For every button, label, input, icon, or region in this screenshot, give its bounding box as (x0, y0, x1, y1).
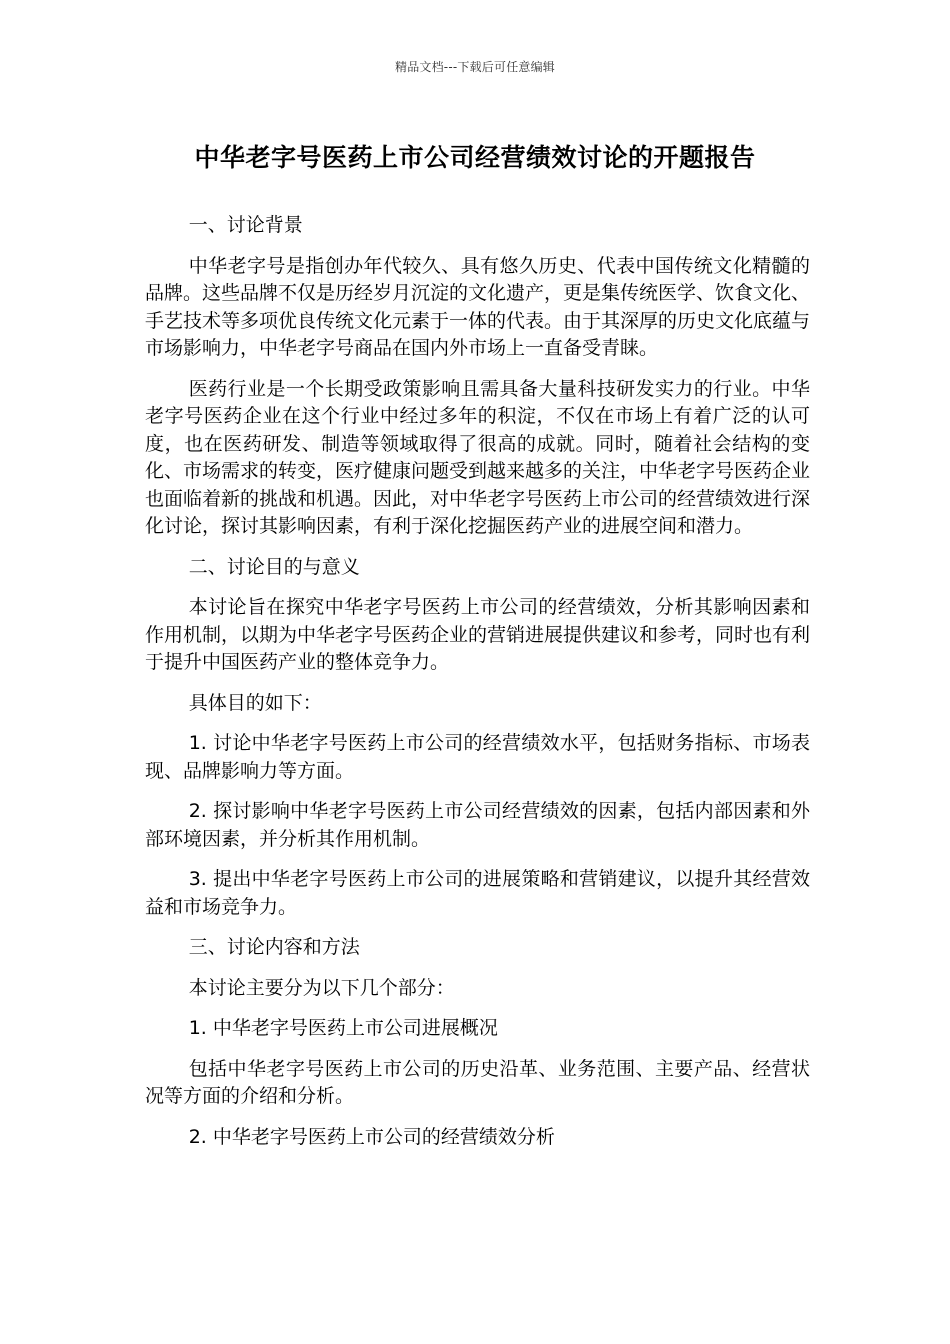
section-2-list-item-1: 1. 讨论中华老字号医药上市公司的经营绩效水平，包括财务指标、市场表现、品牌影响力等方面。 (145, 732, 810, 782)
document-body (145, 212, 810, 1164)
section-3-list-item-2-title: 2. 中华老字号医药上市公司的经营绩效分析 (188, 1125, 555, 1148)
section-3-heading: 三、讨论内容和方法 (188, 936, 360, 958)
section-2-paragraph-1: 本讨论旨在探究中华老字号医药上市公司的经营绩效，分析其影响因素和作用机制，以期为中华老字号医药企业的营销进展提供建议和参考，同时也有利于提升中国医药产业的整体竞争力。 (145, 596, 811, 673)
section-1-heading: 一、讨论背景 (188, 214, 303, 236)
section-3-paragraph-1: 本讨论主要分为以下几个部分： (188, 976, 455, 999)
section-2-heading: 二、讨论目的与意义 (188, 555, 360, 578)
section-3-list-item-1-title: 1. 中华老字号医药上市公司进展概况 (188, 1017, 498, 1039)
section-1-paragraph-2: 医药行业是一个长期受政策影响且需具备大量科技研发实力的行业。中华老字号医药企业在这个行业中经过多年的积淀，不仅在市场上有着广泛的认可度，也在医药研发、制造等领域取得了很高的成就。同时，随着社会结构的变化、市场需求的转变，医疗健康问题受到越来越多的关注，中华老字号医药企业也面临着新的挑战和机遇。因此，对中华老字号医药上市公司的经营绩效进行深化讨论，探讨其影响因素，有利于深化挖掘医药产业的进展空间和潜力。 (145, 377, 811, 537)
section-2-list-item-3: 3. 提出中华老字号医药上市公司的进展策略和营销建议，以提升其经营效益和市场竞争力。 (145, 868, 810, 918)
section-2-list-item-2: 2. 探讨影响中华老字号医药上市公司经营绩效的因素，包括内部因素和外部环境因素，并分析其作用机制。 (145, 800, 810, 850)
header-note: 精品文档---下载后可任意编辑 (395, 60, 555, 74)
section-1-paragraph-1: 中华老字号是指创办年代较久、具有悠久历史、代表中国传统文化精髓的品牌。这些品牌不仅是历经岁月沉淀的文化遗产，更是集传统医学、饮食文化、手艺技术等多项优良传统文化元素于一体的代表。由于其深厚的历史文化底蕴与市场影响力，中华老字号商品在国内外市场上一直备受青睐。 (145, 254, 811, 359)
section-2-paragraph-2: 具体目的如下： (188, 691, 322, 714)
section-3-list-item-1-description: 包括中华老字号医药上市公司的历史沿革、业务范围、主要产品、经营状况等方面的介绍和分析。 (145, 1057, 810, 1107)
document-title: 中华老字号医药上市公司经营绩效讨论的开题报告 (194, 143, 756, 172)
